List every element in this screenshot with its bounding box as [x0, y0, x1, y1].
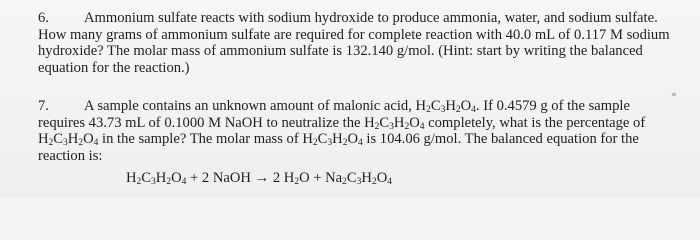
- question-6-number: 6.: [38, 10, 49, 26]
- stray-mark: [672, 92, 677, 96]
- question-7-line-2: requires 43.73 mL of 0.1000 M NaOH to neutralize the $H_2C_3H_2O_4$ completely, what is the percentage of: [38, 114, 646, 132]
- question-6-line-1: 6. Ammonium sulfate reacts with sodium hydroxide to produce ammonia, water, and sodium sulfate.: [38, 10, 658, 26]
- question-7: [38, 98, 694, 164]
- question-6-line-3: hydroxide? The molar mass of ammonium sulfate is 132.140 g/mol. (Hint: start by writing the balanced: [38, 43, 643, 60]
- equation-middle: + 2 NaOH → 2 H: [186, 170, 295, 186]
- malonic-acid-formula: $H_2C_3H_2O_4$: [364, 114, 425, 132]
- question-7-line-1: 7. A sample contains an unknown amount of malonic acid, $H_2C_3H_2O_4$. If 0.4579 g of the sample: [38, 98, 630, 115]
- question-6-line-2: How many grams of ammonium sulfate are required for complete reaction with 40.0 mL of 0.117 M sodium: [38, 26, 670, 43]
- sodium-malonate-formula: $C_3H_2O_4$: [346, 170, 392, 187]
- balanced-equation: $H_2C_3H_2O_4 + 2$ NaOH → 2 $H_2O + Na_2C_3H_2O_4$: [126, 170, 392, 187]
- malonic-acid-formula: $H_2C_3H_2O_4$: [38, 131, 99, 149]
- question-7-line-4: reaction is:: [38, 147, 103, 164]
- question-7-number: 7.: [38, 98, 49, 114]
- question-6: [38, 10, 694, 76]
- malonic-acid-formula: $H_2C_3H_2O_4$: [126, 170, 187, 187]
- equation-water-sodium: O + Na: [299, 170, 343, 186]
- malonic-acid-formula: $H_2C_3H_2O_4$: [415, 98, 476, 115]
- malonic-acid-formula: $H_2C_3H_2O_4$: [302, 131, 363, 149]
- question-7-line-3: $H_2C_3H_2O_4$ in the sample? The molar mass of $H_2C_3H_2O_4$ is 104.06 g/mol. The balanced equation for the: [38, 131, 639, 149]
- question-6-line-4: equation for the reaction.): [38, 59, 190, 76]
